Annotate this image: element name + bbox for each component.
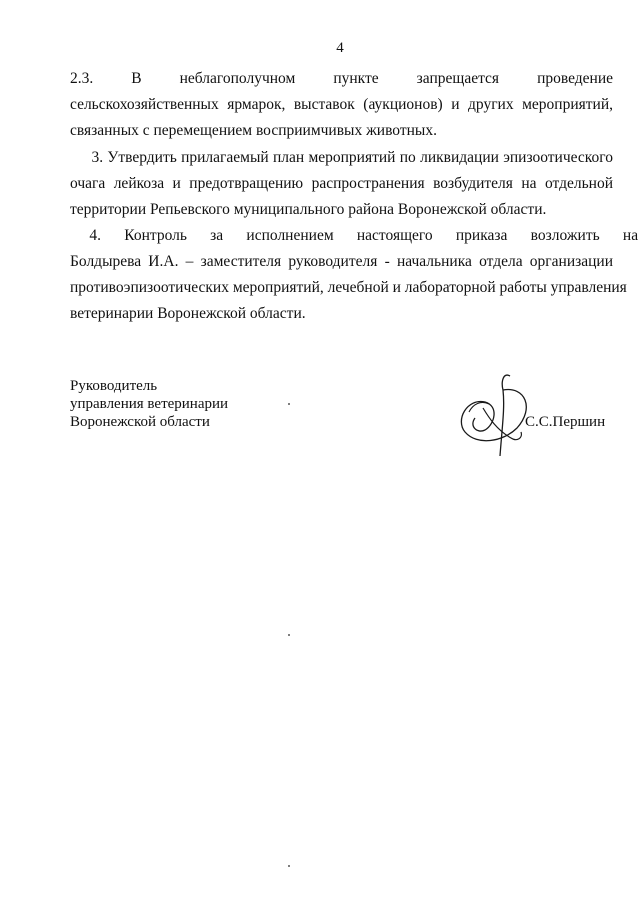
paragraph-line: очага лейкоза и предотвращению распространения возбудителя на отдельной	[70, 175, 613, 192]
signatory-position-line: Руководитель	[70, 378, 158, 394]
signatory-position	[70, 377, 228, 431]
signatory-position-line: управления ветеринарии	[70, 396, 229, 412]
scan-speck	[288, 865, 290, 867]
paragraph-line: связанных с перемещением восприимчивых животных.	[70, 122, 437, 139]
scan-speck	[288, 634, 290, 636]
paragraph-line: 4. Контроль за исполнением настоящего приказа возложить на	[70, 227, 639, 244]
paragraph-line: ветеринарии Воронежской области.	[70, 305, 306, 322]
paragraph-line: 2.3. В неблагополучном пункте запрещается проведение	[70, 70, 613, 87]
signatory-name: С.С.Першин	[525, 414, 606, 430]
paragraph-line: территории Репьевского муниципального района Воронежской области.	[70, 201, 547, 218]
paragraph-line: сельскохозяйственных ярмарок, выставок (аукционов) и других мероприятий,	[70, 96, 613, 113]
paragraph-3	[70, 145, 613, 223]
paragraph-4	[70, 223, 639, 327]
handwritten-signature	[455, 368, 535, 458]
page-number: 4	[336, 40, 344, 56]
signatory-position-line: Воронежской области	[70, 414, 210, 430]
paragraph-line: 3. Утвердить прилагаемый план мероприятий по ликвидации эпизоотического	[70, 149, 613, 166]
paragraph-line: противоэпизоотических мероприятий, лечебной и лабораторной работы управления	[70, 279, 627, 296]
paragraph-line: Болдырева И.А. – заместителя руководителя - начальника отдела организации	[70, 253, 613, 270]
paragraph-2-3	[70, 66, 613, 144]
scan-speck	[288, 403, 290, 405]
